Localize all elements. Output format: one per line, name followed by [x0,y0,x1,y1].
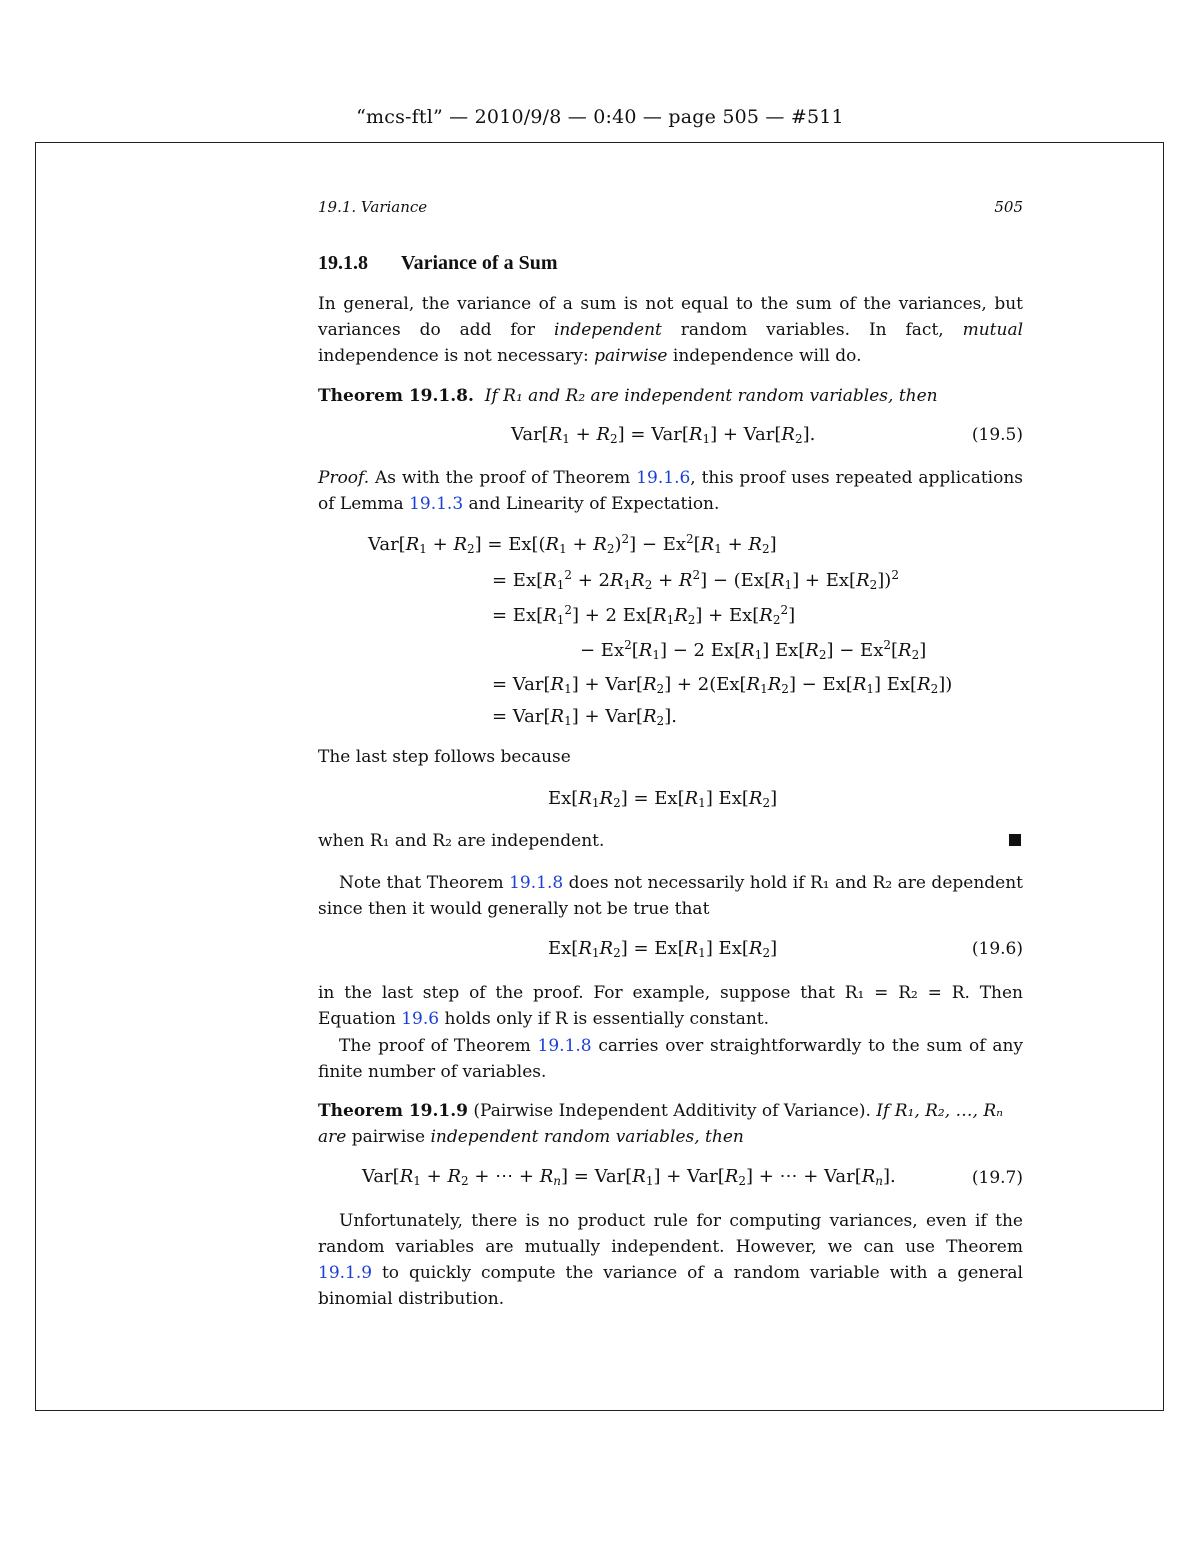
running-head [318,198,1023,216]
theorem-statement-1: If R₁, R₂, …, Rₙ [870,1101,1004,1121]
carry-text-1: The proof of Theorem [339,1036,538,1056]
derivation-line-6: = $Var[R_1] + Var[R_2]$. [492,706,677,728]
derivation-line-1: $Var[R_1 + R_2] = Ex[(R_1 + R_2)^2] - Ex^2[R_1 + R_2]$ [368,532,777,556]
section-number: 19.1.8 [318,252,368,274]
proof-intro [318,465,1023,517]
section-heading [318,252,557,275]
note-text-2: does not necessarily hold if R₁ and R₂ are dependent since then it would generally not be true that [318,873,1023,919]
note-paragraph [318,870,1023,922]
equation-number-19-6: (19.6) [971,939,1023,959]
derivation-line-3: = $Ex[R_1^2] + 2$ $Ex[R_1R_2] + Ex[R_2^2]$ [492,603,796,627]
last-step-text: The last step follows because [318,747,571,767]
qed-square-icon [1009,834,1021,846]
theorem-statement-2a: are [318,1127,347,1147]
theorem-label: Theorem 19.1.8. [318,386,474,406]
proof-text-2: , this proof uses repeated applications of Lemma [318,468,1024,514]
theorem-statement-2c: independent random variables, then [430,1127,744,1147]
example-paragraph [318,980,1023,1032]
note-text-1: Note that Theorem [339,873,510,893]
derivation-line-2: = $Ex[R_1^2 + 2R_1R_2 + R^2] - (Ex[R_1] + Ex[R_2])^2$ [492,568,899,592]
equation-19-5: $Var[R_1 + R_2] = Var[R_1] + Var[R_2]$. [511,424,816,446]
example-text-2: holds only if R is essentially constant. [439,1009,770,1029]
theorem-19-1-9 [318,1098,1023,1150]
equation-product-expectation: $Ex[R_1R_2] = Ex[R_1]$ $Ex[R_2]$ [548,788,778,810]
equation-number-19-7: (19.7) [971,1168,1023,1188]
equation-number-19-5: (19.5) [971,425,1023,445]
equation-19-6-link[interactable]: 19.6 [401,1009,440,1029]
theorem-19-1-8-link-2[interactable]: 19.1.8 [537,1036,592,1056]
closing-text-2: to quickly compute the variance of a random variable with a general binomial distribution. [318,1263,1023,1309]
intro-text-2: random variables. In fact, [661,320,963,340]
closing-paragraph [318,1208,1023,1312]
lemma-19-1-3-link[interactable]: 19.1.3 [409,494,464,514]
intro-text-1: In general, the variance of a sum is not equal to the sum of the variances, but variances do add for [318,294,1023,340]
theorem-19-1-9-link[interactable]: 19.1.9 [318,1263,373,1283]
theorem-19-1-8-link[interactable]: 19.1.8 [509,873,564,893]
equation-19-6: $Ex[R_1R_2] = Ex[R_1]$ $Ex[R_2]$ [548,938,778,960]
carry-text-2: carries over straightforwardly to the sum of any finite number of variables. [318,1036,1024,1082]
derivation-line-4: − $Ex^2[R_1] - 2$ $Ex[R_1] Ex[R_2] - Ex^2[R_2]$ [580,638,927,662]
theorem-19-1-6-link[interactable]: 19.1.6 [636,468,691,488]
theorem-label-2: Theorem 19.1.9 [318,1101,468,1121]
intro-text-4: independence will do. [667,346,862,366]
intro-emph-pairwise: pairwise [594,346,668,366]
proof-text-1: As with the proof of Theorem [369,468,637,488]
intro-emph-mutual: mutual [962,320,1024,340]
theorem-statement-2b: pairwise [346,1127,431,1147]
intro-text-3: independence is not necessary: [318,346,595,366]
when-independent-text: when R₁ and R₂ are independent. [318,831,605,851]
equation-19-7: $Var[R_1 + R_2$ + ⋯ + $R_n] = Var[R_1] + Var[R_2]$ + ⋯ + $Var[R_n]$. [362,1166,896,1188]
example-text-1: in the last step of the proof. For example, suppose that R₁ = R₂ = R. Then Equation [318,983,1023,1029]
intro-emph-independent: independent [553,320,662,340]
running-head-page: 505 [994,198,1023,216]
running-head-section: 19.1. Variance [318,198,428,216]
proof-text-3: and Linearity of Expectation. [463,494,720,514]
proof-label: Proof. [318,468,370,488]
carry-over-paragraph [318,1033,1023,1085]
section-title: Variance of a Sum [401,252,558,274]
derivation-line-5: = $Var[R_1] + Var[R_2] + 2(Ex[R_1R_2] - Ex[R_1]$ $Ex[R_2]$) [492,674,953,696]
theorem-name: (Pairwise Independent Additivity of Variance). [468,1101,871,1121]
closing-text-1: Unfortunately, there is no product rule for computing variances, even if the random variables are mutually independent. However, we can use Theorem [318,1211,1023,1257]
theorem-statement: If R₁ and R₂ are independent random variables, then [484,386,938,406]
theorem-19-1-8 [318,383,1023,409]
page-top-header: “mcs-ftl” — 2010/9/8 — 0:40 — page 505 — #511 [356,106,844,128]
intro-paragraph [318,291,1023,369]
